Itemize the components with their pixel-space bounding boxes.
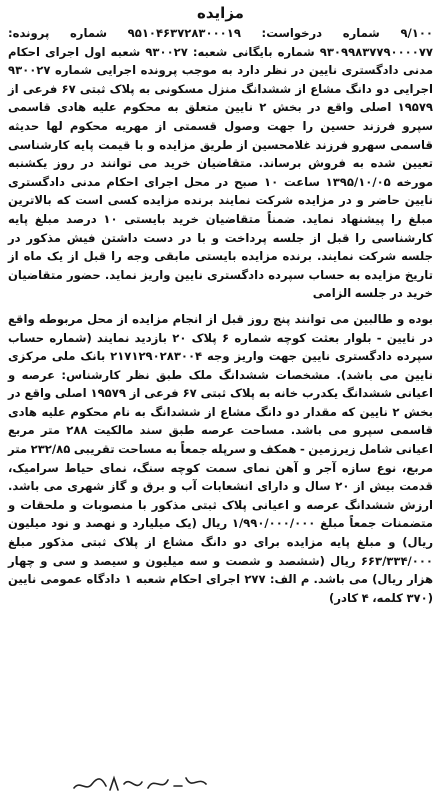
signature-row bbox=[0, 770, 441, 796]
handwritten-signature bbox=[70, 770, 210, 796]
notice-paragraph-2: بوده و طالبین می توانند پنج روز قبل از انجام مزایده از محل مربوطه واقع در نایین - بلوار بعثت کوچه شماره ۶ پلاک ۲۰ بازدید نمایند (شماره حساب سپرده دادگستری نایین جهت واریز وجه ۲۱۷۱۲۹۰۲۸۳۰۰۴ بانک ملی مرکزی نایین می باشد). مشخصات ششدانگ ملک طبق نظر کارشناس: عرصه و اعیانی ششدانگ یکدرب خانه به پلاک ثبتی ۶۷ فرعی از ۱۹۵۷۹ اصلی واقع در بخش ۲ نایین که مقدار دو دانگ مشاع از ششدانگ به نام محکوم علیه هادی قاسمی سپرو می باشد. مساحت عرصه طبق سند مالکیت ۲۸۸ متر مربع اعیانی شامل زیرزمین - همکف و سرپله جمعاً به مساحت تقریبی ۲۳۲/۸۵ متر مربع، نوع سازه آجر و آهن نمای سمت کوچه سنگ، نمای حیاط سرامیک، قدمت بیش از ۲۰ سال و دارای انشعابات آب و برق و گاز شهری می باشد. ارزش ششدانگ عرصه و اعیانی پلاک ثبتی مذکور با منصوبات و ملحقات و متضمنات جمعاً مبلغ ۱/۹۹۰/۰۰۰/۰۰۰ ریال (یک میلیارد و نهصد و نود میلیون ریال) و مبلغ پایه مزایده برای دو دانگ مشاع از پلاک ثبتی مذکور مبلغ ۶۶۳/۳۳۴/۰۰۰ ریال (ششصد و شصت و سه میلیون و سیصد و سی و چهار هزار ریال) می باشد. م الف: ۲۷۷ اجرای احکام شعبه ۱ دادگاه عمومی نایین (۳۷۰ کلمه، ۴ کادر) bbox=[7, 311, 433, 605]
notice-paragraph-1: ۹/۱۰۰ شماره درخواست: ۹۵۱۰۴۶۳۷۲۸۳۰۰۰۱۹ شماره پرونده: ۹۳۰۹۹۸۳۷۷۹۰۰۰۰۷۷ شماره بایگانی شعبه: ۹۳۰۰۲۷ شعبه اول اجرای احکام مدنی دادگستری نایین در نظر دارد به موجب پرونده اجرایی شماره ۹۳۰۰۲۷ اجرایی دو دانگ مشاع از ششدانگ منزل مسکونی به پلاک ثبتی ۶۷ فرعی از ۱۹۵۷۹ اصلی واقع در بخش ۲ نایین متعلق به محکوم علیه هادی قاسمی سپرو فرزند حسین را جهت وصول قسمتی از مهریه محکوم لها حدیثه قاسمی سهرو فرزند غلامحسین از طریق مزایده و با قیمت پایه کارشناسی تعیین شده به فروش برساند. متقاضیان خرید می توانند در روز یکشنبه مورخه ۱۳۹۵/۱۰/۰۵ ساعت ۱۰ صبح در محل اجرای احکام مدنی دادگستری نایین حاضر و در مزایده شرکت نمایند برنده مزایده کسی است که بالاترین مبلغ را پیشنهاد نماید. ضمناً متقاضیان خرید بایستی ۱۰ درصد مبلغ پایه کارشناسی را قبل از جلسه پرداخت و با در دست داشتن فیش مذکور در جلسه شرکت نمایند. برنده مزایده بایستی مابقی وجه را قبل از یک ماه از تاریخ مزایده به حساب سپرده دادگستری نایین واریز نماید. حضور متقاضیان خرید در جلسه الزامی bbox=[8, 26, 434, 301]
notice-title: مزایده bbox=[197, 4, 244, 22]
